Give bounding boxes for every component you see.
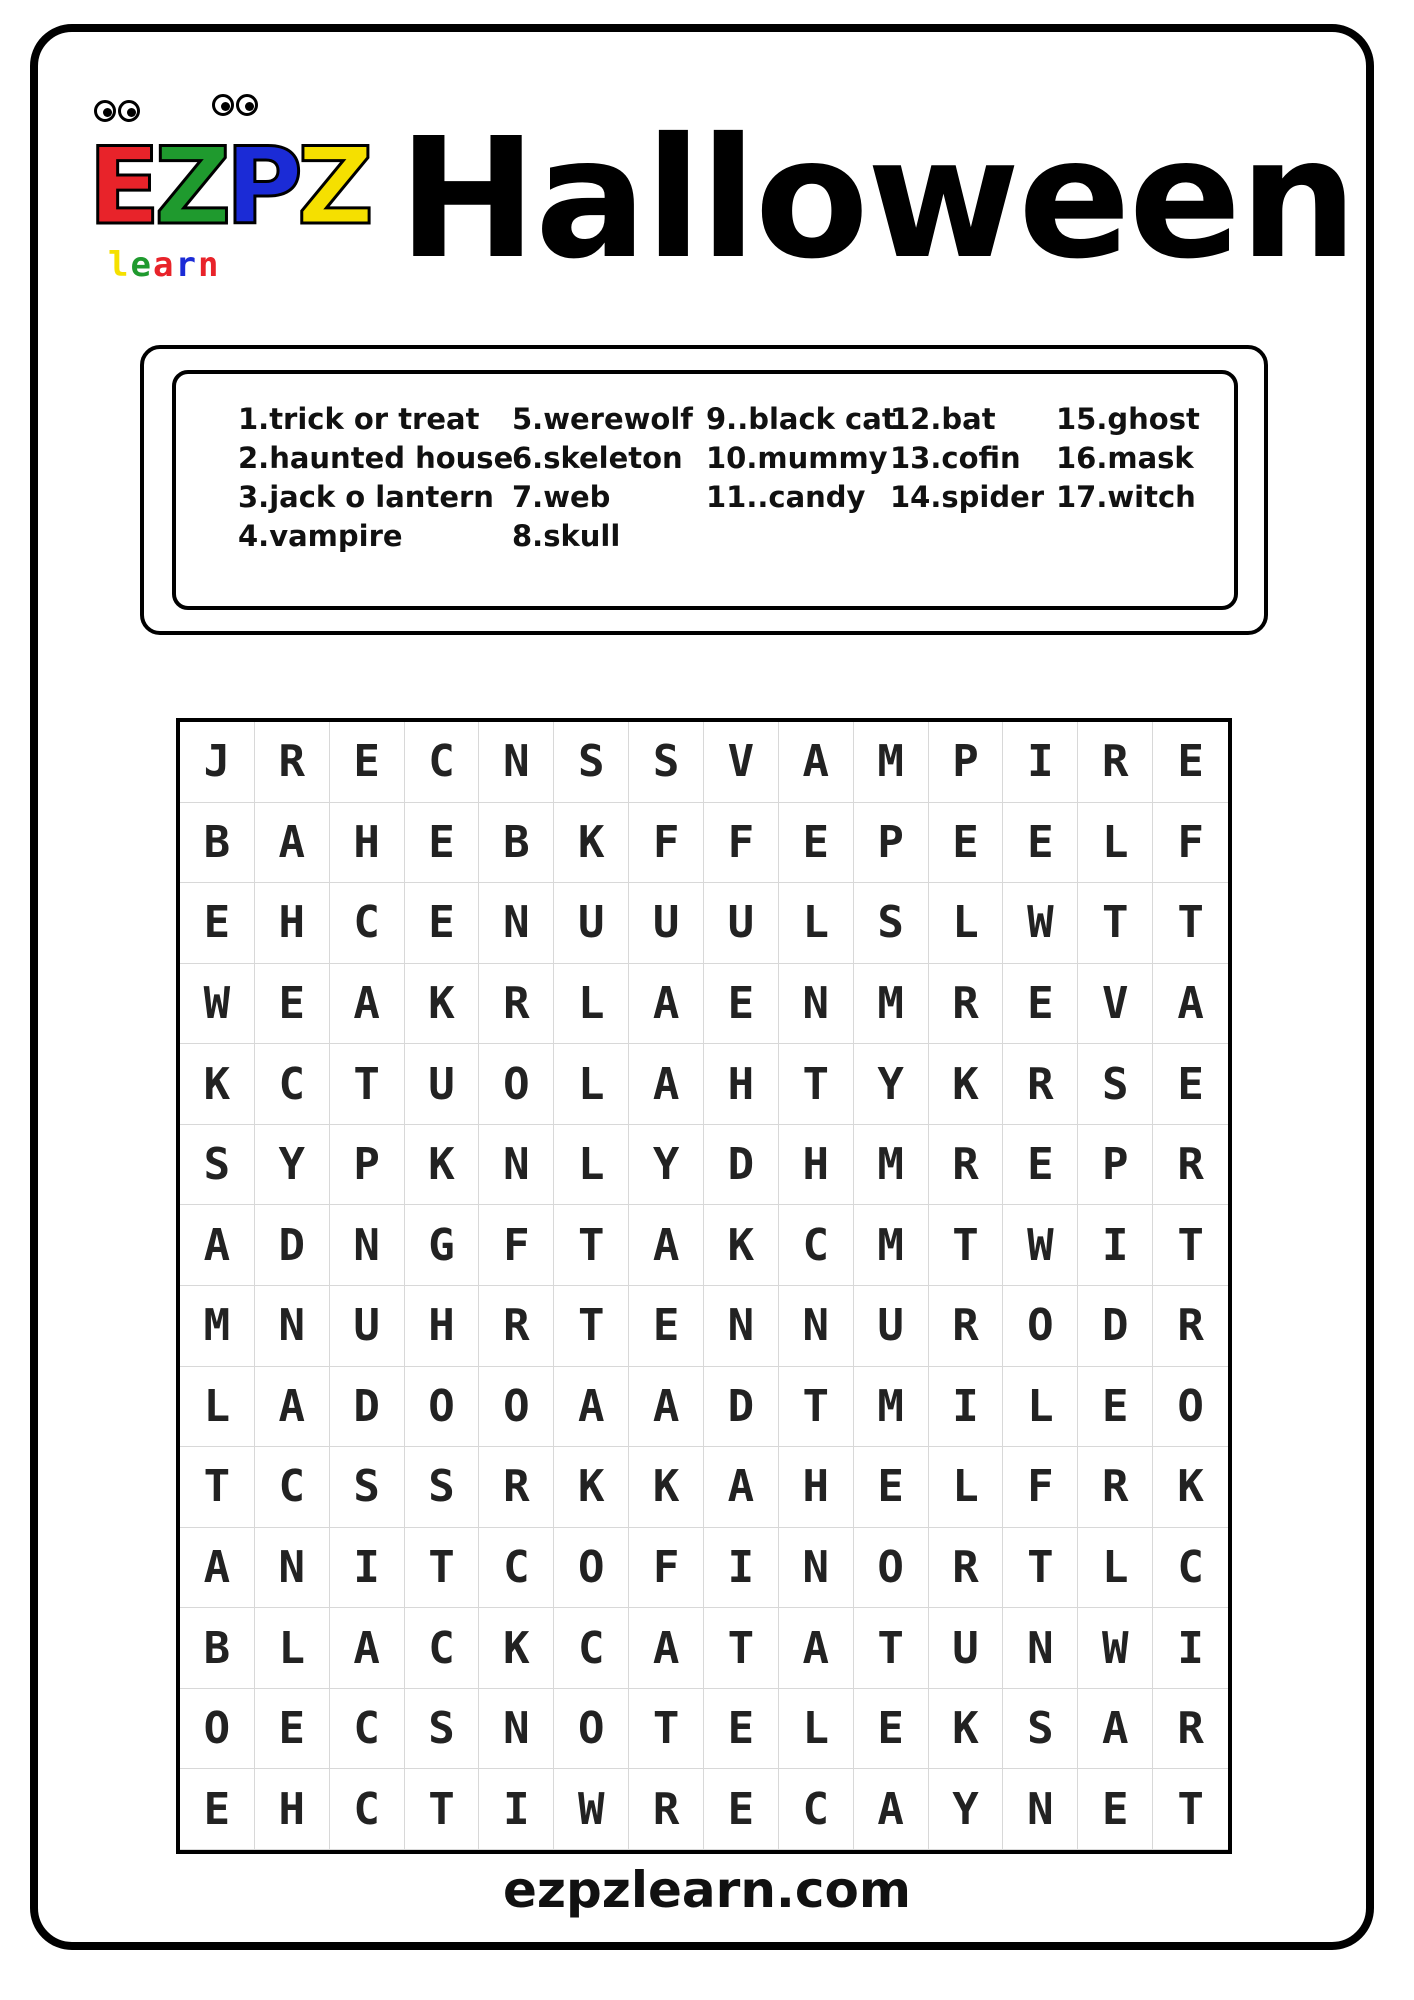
- grid-cell: A: [629, 1367, 704, 1448]
- grid-cell: O: [554, 1689, 629, 1770]
- grid-cell: T: [929, 1205, 1004, 1286]
- grid-cell: D: [704, 1125, 779, 1206]
- logo-sub-letter: r: [175, 245, 196, 285]
- grid-cell: E: [854, 1689, 929, 1770]
- grid-cell: P: [929, 722, 1004, 803]
- grid-cell: P: [854, 803, 929, 884]
- logo-subtitle: [108, 245, 219, 285]
- word-item: 3.jack o lantern: [238, 480, 494, 514]
- grid-cell: T: [1153, 1769, 1228, 1850]
- grid-cell: F: [1003, 1447, 1078, 1528]
- grid-cell: K: [405, 1125, 480, 1206]
- grid-cell: C: [405, 1608, 480, 1689]
- grid-cell: A: [255, 1367, 330, 1448]
- grid-cell: U: [704, 883, 779, 964]
- grid-cell: T: [554, 1286, 629, 1367]
- grid-cell: C: [255, 1447, 330, 1528]
- grid-cell: T: [1078, 883, 1153, 964]
- grid-cell: M: [180, 1286, 255, 1367]
- grid-cell: U: [330, 1286, 405, 1367]
- grid-cell: T: [779, 1367, 854, 1448]
- grid-cell: C: [330, 883, 405, 964]
- grid-cell: L: [1078, 803, 1153, 884]
- grid-cell: K: [929, 1044, 1004, 1125]
- grid-cell: S: [180, 1125, 255, 1206]
- eye-icon: [94, 100, 116, 122]
- word-item: 2.haunted house: [238, 441, 514, 475]
- word-item: 6.skeleton: [512, 441, 683, 475]
- grid-cell: A: [629, 964, 704, 1045]
- grid-cell: K: [929, 1689, 1004, 1770]
- grid-cell: Y: [854, 1044, 929, 1125]
- grid-cell: I: [929, 1367, 1004, 1448]
- grid-cell: K: [704, 1205, 779, 1286]
- grid-cell: R: [929, 964, 1004, 1045]
- logo-letter: Z: [297, 125, 368, 248]
- grid-cell: A: [1078, 1689, 1153, 1770]
- grid-cell: O: [854, 1528, 929, 1609]
- grid-cell: W: [180, 964, 255, 1045]
- grid-cell: P: [330, 1125, 405, 1206]
- word-item: 12.bat: [890, 402, 996, 436]
- grid-cell: L: [779, 883, 854, 964]
- grid-cell: C: [255, 1044, 330, 1125]
- grid-cell: T: [330, 1044, 405, 1125]
- logo-sub-letter: n: [197, 245, 219, 285]
- grid-cell: L: [1078, 1528, 1153, 1609]
- grid-cell: A: [330, 964, 405, 1045]
- grid-cell: T: [1153, 883, 1228, 964]
- grid-cell: D: [704, 1367, 779, 1448]
- grid-cell: W: [1003, 1205, 1078, 1286]
- grid-cell: U: [629, 883, 704, 964]
- word-column-3: [706, 400, 896, 517]
- grid-cell: M: [854, 1367, 929, 1448]
- word-item: 11..candy: [706, 480, 866, 514]
- word-item: 13.cofin: [890, 441, 1021, 475]
- logo-sub-letter: a: [152, 245, 174, 285]
- logo-eyes-left: [94, 100, 140, 122]
- grid-cell: N: [479, 722, 554, 803]
- logo-eyes-right: [212, 94, 258, 116]
- grid-cell: C: [779, 1205, 854, 1286]
- grid-cell: P: [1078, 1125, 1153, 1206]
- grid-cell: L: [255, 1608, 330, 1689]
- grid-cell: H: [779, 1447, 854, 1528]
- grid-cell: U: [405, 1044, 480, 1125]
- grid-cell: Y: [929, 1769, 1004, 1850]
- logo-letter: Z: [154, 125, 226, 248]
- grid-cell: Y: [629, 1125, 704, 1206]
- grid-cell: H: [255, 883, 330, 964]
- grid-cell: T: [854, 1608, 929, 1689]
- grid-cell: B: [180, 803, 255, 884]
- grid-cell: N: [479, 1689, 554, 1770]
- grid-cell: N: [330, 1205, 405, 1286]
- grid-cell: K: [1153, 1447, 1228, 1528]
- grid-cell: R: [479, 1286, 554, 1367]
- grid-cell: I: [704, 1528, 779, 1609]
- word-item: 4.vampire: [238, 519, 403, 553]
- grid-cell: D: [255, 1205, 330, 1286]
- grid-cell: R: [1153, 1286, 1228, 1367]
- grid-cell: L: [180, 1367, 255, 1448]
- grid-cell: E: [1003, 964, 1078, 1045]
- grid-cell: C: [405, 722, 480, 803]
- grid-cell: T: [1153, 1205, 1228, 1286]
- grid-cell: K: [629, 1447, 704, 1528]
- grid-cell: W: [1003, 883, 1078, 964]
- grid-cell: A: [629, 1608, 704, 1689]
- grid-cell: S: [405, 1447, 480, 1528]
- grid-cell: E: [704, 964, 779, 1045]
- grid-cell: K: [554, 803, 629, 884]
- word-column-1: [238, 400, 513, 556]
- grid-cell: C: [479, 1528, 554, 1609]
- grid-cell: R: [1153, 1689, 1228, 1770]
- word-item: 16.mask: [1056, 441, 1194, 475]
- grid-cell: K: [180, 1044, 255, 1125]
- grid-cell: R: [929, 1125, 1004, 1206]
- grid-cell: R: [255, 722, 330, 803]
- grid-cell: C: [330, 1769, 405, 1850]
- grid-cell: R: [1078, 1447, 1153, 1528]
- word-item: 1.trick or treat: [238, 402, 480, 436]
- grid-cell: E: [405, 803, 480, 884]
- grid-cell: E: [180, 883, 255, 964]
- grid-cell: E: [330, 722, 405, 803]
- grid-cell: I: [479, 1769, 554, 1850]
- word-column-2: [512, 400, 693, 556]
- grid-cell: E: [704, 1689, 779, 1770]
- grid-cell: O: [554, 1528, 629, 1609]
- grid-cell: N: [479, 1125, 554, 1206]
- grid-cell: S: [554, 722, 629, 803]
- grid-cell: R: [1003, 1044, 1078, 1125]
- grid-cell: H: [704, 1044, 779, 1125]
- grid-cell: S: [405, 1689, 480, 1770]
- grid-cell: U: [554, 883, 629, 964]
- grid-cell: S: [854, 883, 929, 964]
- grid-cell: S: [629, 722, 704, 803]
- grid-cell: M: [854, 1125, 929, 1206]
- grid-cell: F: [1153, 803, 1228, 884]
- grid-cell: N: [779, 1528, 854, 1609]
- grid-cell: E: [405, 883, 480, 964]
- word-item: 8.skull: [512, 519, 621, 553]
- grid-cell: H: [405, 1286, 480, 1367]
- grid-cell: M: [854, 1205, 929, 1286]
- grid-cell: H: [255, 1769, 330, 1850]
- grid-cell: C: [330, 1689, 405, 1770]
- grid-cell: O: [1003, 1286, 1078, 1367]
- grid-cell: A: [779, 722, 854, 803]
- grid-cell: B: [180, 1608, 255, 1689]
- grid-cell: L: [1003, 1367, 1078, 1448]
- word-item: 14.spider: [890, 480, 1045, 514]
- grid-cell: D: [1078, 1286, 1153, 1367]
- word-column-5: [1056, 400, 1200, 517]
- grid-cell: E: [1153, 722, 1228, 803]
- grid-cell: L: [779, 1689, 854, 1770]
- grid-cell: N: [255, 1286, 330, 1367]
- logo-sub-letter: l: [108, 245, 129, 285]
- grid-cell: E: [1003, 803, 1078, 884]
- word-column-4: [890, 400, 1044, 517]
- grid-cell: E: [629, 1286, 704, 1367]
- grid-cell: U: [929, 1608, 1004, 1689]
- grid-cell: D: [330, 1367, 405, 1448]
- grid-cell: N: [479, 883, 554, 964]
- grid-cell: T: [629, 1689, 704, 1770]
- grid-cell: A: [255, 803, 330, 884]
- grid-cell: I: [1153, 1608, 1228, 1689]
- grid-cell: C: [554, 1608, 629, 1689]
- grid-cell: B: [479, 803, 554, 884]
- grid-cell: E: [704, 1769, 779, 1850]
- word-item: 7.web: [512, 480, 611, 514]
- grid-cell: E: [1153, 1044, 1228, 1125]
- grid-cell: E: [180, 1769, 255, 1850]
- grid-cell: A: [180, 1528, 255, 1609]
- grid-cell: I: [1003, 722, 1078, 803]
- ezpz-logo: [88, 100, 368, 290]
- word-item: 9..black cat: [706, 402, 896, 436]
- grid-cell: F: [704, 803, 779, 884]
- page-title: Halloween: [398, 103, 1356, 296]
- grid-cell: A: [554, 1367, 629, 1448]
- grid-cell: J: [180, 722, 255, 803]
- grid-cell: K: [554, 1447, 629, 1528]
- logo-letter: E: [88, 125, 155, 248]
- grid-cell: K: [405, 964, 480, 1045]
- grid-cell: G: [405, 1205, 480, 1286]
- grid-cell: R: [929, 1286, 1004, 1367]
- grid-cell: N: [779, 964, 854, 1045]
- grid-cell: S: [330, 1447, 405, 1528]
- grid-cell: E: [929, 803, 1004, 884]
- grid-cell: V: [1078, 964, 1153, 1045]
- grid-cell: R: [929, 1528, 1004, 1609]
- eye-icon: [118, 100, 140, 122]
- grid-cell: R: [479, 1447, 554, 1528]
- grid-cell: W: [554, 1769, 629, 1850]
- grid-cell: L: [929, 883, 1004, 964]
- grid-cell: H: [330, 803, 405, 884]
- grid-cell: U: [854, 1286, 929, 1367]
- eye-icon: [236, 94, 258, 116]
- grid-cell: L: [554, 1125, 629, 1206]
- grid-cell: A: [779, 1608, 854, 1689]
- grid-cell: R: [1153, 1125, 1228, 1206]
- grid-cell: A: [1153, 964, 1228, 1045]
- grid-cell: L: [554, 1044, 629, 1125]
- logo-letter: P: [225, 125, 297, 248]
- grid-cell: O: [479, 1367, 554, 1448]
- grid-cell: F: [629, 1528, 704, 1609]
- grid-cell: T: [704, 1608, 779, 1689]
- grid-cell: O: [479, 1044, 554, 1125]
- grid-cell: E: [1078, 1769, 1153, 1850]
- grid-cell: N: [704, 1286, 779, 1367]
- grid-cell: T: [779, 1044, 854, 1125]
- grid-cell: V: [704, 722, 779, 803]
- grid-cell: E: [1078, 1367, 1153, 1448]
- word-search-grid: [176, 718, 1232, 1854]
- grid-cell: R: [629, 1769, 704, 1850]
- grid-cell: M: [854, 964, 929, 1045]
- word-item: 15.ghost: [1056, 402, 1200, 436]
- grid-cell: F: [629, 803, 704, 884]
- grid-cell: K: [479, 1608, 554, 1689]
- grid-cell: E: [255, 964, 330, 1045]
- logo-sub-letter: e: [130, 245, 151, 285]
- grid-cell: E: [779, 803, 854, 884]
- grid-cell: R: [1078, 722, 1153, 803]
- grid-cell: A: [330, 1608, 405, 1689]
- grid-cell: L: [554, 964, 629, 1045]
- grid-cell: M: [854, 722, 929, 803]
- grid-cell: A: [704, 1447, 779, 1528]
- grid-cell: C: [779, 1769, 854, 1850]
- grid-cell: S: [1078, 1044, 1153, 1125]
- word-item: 10.mummy: [706, 441, 888, 475]
- grid-cell: A: [629, 1205, 704, 1286]
- grid-cell: I: [330, 1528, 405, 1609]
- eye-icon: [212, 94, 234, 116]
- grid-cell: H: [779, 1125, 854, 1206]
- grid-cell: A: [629, 1044, 704, 1125]
- grid-cell: F: [479, 1205, 554, 1286]
- word-item: 5.werewolf: [512, 402, 693, 436]
- logo-letters: [88, 125, 368, 248]
- grid-cell: A: [854, 1769, 929, 1850]
- grid-cell: T: [554, 1205, 629, 1286]
- grid-cell: O: [405, 1367, 480, 1448]
- grid-cell: T: [405, 1769, 480, 1850]
- grid-cell: A: [180, 1205, 255, 1286]
- grid-cell: N: [255, 1528, 330, 1609]
- grid-cell: T: [180, 1447, 255, 1528]
- grid-cell: O: [180, 1689, 255, 1770]
- grid-cell: E: [255, 1689, 330, 1770]
- grid-cell: C: [1153, 1528, 1228, 1609]
- grid-cell: Y: [255, 1125, 330, 1206]
- grid-cell: O: [1153, 1367, 1228, 1448]
- grid-cell: N: [779, 1286, 854, 1367]
- word-item: 17.witch: [1056, 480, 1196, 514]
- grid-cell: N: [1003, 1608, 1078, 1689]
- grid-cell: L: [929, 1447, 1004, 1528]
- grid-cell: T: [405, 1528, 480, 1609]
- grid-cell: S: [1003, 1689, 1078, 1770]
- grid-cell: N: [1003, 1769, 1078, 1850]
- grid-cell: R: [479, 964, 554, 1045]
- grid-cell: W: [1078, 1608, 1153, 1689]
- grid-cell: I: [1078, 1205, 1153, 1286]
- grid-cell: T: [1003, 1528, 1078, 1609]
- grid-cell: E: [1003, 1125, 1078, 1206]
- site-url: ezpzlearn.com: [502, 1861, 912, 1919]
- grid-cell: E: [854, 1447, 929, 1528]
